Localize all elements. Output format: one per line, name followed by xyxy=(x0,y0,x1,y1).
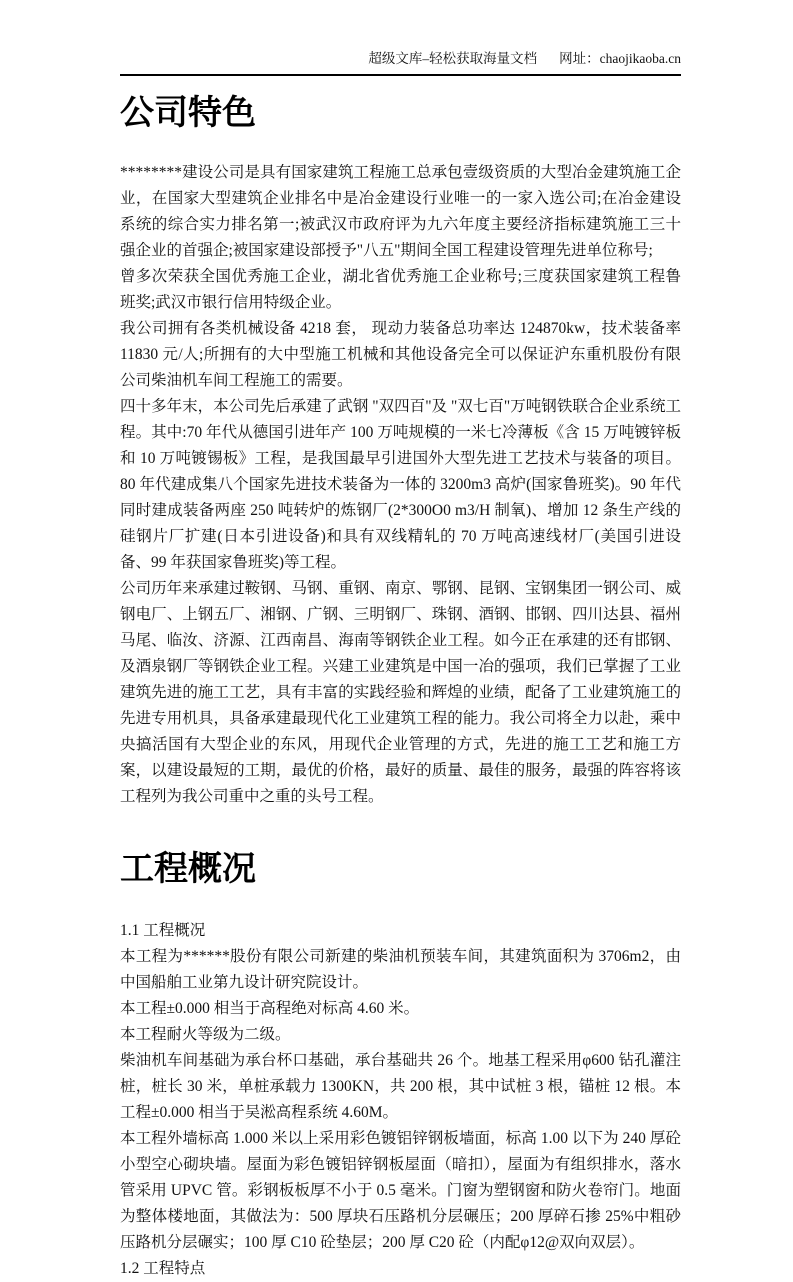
project-section-title: 工程概况 xyxy=(120,851,256,888)
paragraph: ********建设公司是具有国家建筑工程施工总承包壹级资质的大型冶金建筑施工企业，在国家大型建筑企业排名中是冶金建设行业唯一的一家入选公司;在冶金建设系统的综合实力排名第一;被武汉市政府评为九六年度主要经济指标建筑施工三十强企业的首强企;被国家建设部授予"八五"期间全国工程建设管理先进单位称号; xyxy=(120,164,681,259)
subsection-heading-1-1: 1.1 工程概况 xyxy=(120,922,206,939)
paragraph: 四十多年末，本公司先后承建了武钢 "双四百"及 "双七百"万吨钢铁联合企业系统工程。其中:70 年代从德国引进年产 100 万吨规模的一米七冷薄板《含 15 万吨镀锌板和 10 万吨镀锡板》工程，是我国最早引进国外大型先进工艺技术与装备的项目。80 年代建成集八个国家先进技术装备为一体的 3200m3 高炉(国家鲁班奖)。90 年代同时建成装备两座 250 吨转炉的炼钢厂(2*300O0 m3/H 制氧)、增加 12 条生产线的硅钢片厂扩建(日本引进设备)和具有双线精轧的 70 万吨高速线材厂(美国引进设备、99 年获国家鲁班奖)等工程。 xyxy=(120,398,681,571)
paragraph: 本工程为******股份有限公司新建的柴油机预装车间，其建筑面积为 3706m2，由中国船舶工业第九设计研究院设计。 xyxy=(120,948,681,991)
paragraph: 公司历年来承建过鞍钢、马钢、重钢、南京、鄂钢、昆钢、宝钢集团一钢公司、威钢电厂、上钢五厂、湘钢、广钢、三明钢厂、珠钢、酒钢、邯钢、四川达县、福州马尾、临汝、济源、江西南昌、海南等钢铁企业工程。如今正在承建的还有邯钢、及酒泉钢厂等钢铁企业工程。兴建工业建筑是中国一冶的强项，我们已掌握了工业建筑先进的施工工艺，具有丰富的实践经验和辉煌的业绩，配备了工业建筑施工的先进专用机具，具备承建最现代化工业建筑工程的能力。我公司将全力以赴，乘中央搞活国有大型企业的东风，用现代企业管理的方式，先进的施工工艺和施工方案，以建设最短的工期，最优的价格，最好的质量、最佳的服务，最强的阵容将该工程列为我公司重中之重的头号工程。 xyxy=(120,580,681,805)
paragraph: 本工程±0.000 相当于高程绝对标高 4.60 米。 xyxy=(120,1000,420,1017)
section-project-overview xyxy=(120,848,681,1282)
paragraph: 柴油机车间基础为承台杯口基础，承台基础共 26 个。地基工程采用φ600 钻孔灌注桩，桩长 30 米，单桩承载力 1300KN，共 200 根，其中试桩 3 根，锚桩 12 根。本工程±0.000 相当于吴淞高程系统 4.60M。 xyxy=(120,1052,681,1121)
paragraph: 曾多次荣获全国优秀施工企业，湖北省优秀施工企业称号;三度获国家建筑工程鲁班奖;武汉市银行信用特级企业。 xyxy=(120,268,681,311)
page-header xyxy=(120,0,681,76)
section-company-features xyxy=(120,92,681,810)
project-section-body xyxy=(120,918,681,1282)
paragraph: 我公司拥有各类机械设备 4218 套， 现动力装备总功率达 124870kw，技术装备率 11830 元/人;所拥有的大中型施工机械和其他设备完全可以保证沪东重机股份有限公司柴油机车间工程施工的需要。 xyxy=(120,320,681,389)
subsection-heading-1-2: 1.2 工程特点 xyxy=(120,1260,206,1277)
company-section-title: 公司特色 xyxy=(120,95,256,132)
header-site-label: 超级文库–轻松获取海量文档 xyxy=(368,51,538,66)
paragraph: 本工程外墙标高 1.000 米以上采用彩色镀铝锌钢板墙面，标高 1.00 以下为 240 厚砼小型空心砌块墙。屋面为彩色镀铝锌钢板屋面（暗扣），屋面为有组织排水，落水管采用 UPVC 管。彩钢板板厚不小于 0.5 毫米。门窗为塑钢窗和防火卷帘门。地面为整体楼地面，其做法为：500 厚块石压路机分层碾压；200 厚碎石掺 25%中粗砂压路机分层碾实；100 厚 C10 砼垫层；200 厚 C20 砼（内配φ12@双向双层）。 xyxy=(120,1130,681,1251)
header-url-prefix: 网址： xyxy=(559,51,600,66)
paragraph: 本工程耐火等级为二级。 xyxy=(120,1026,291,1043)
header-url: chaojikaoba.cn xyxy=(599,51,681,66)
company-section-body xyxy=(120,160,681,810)
